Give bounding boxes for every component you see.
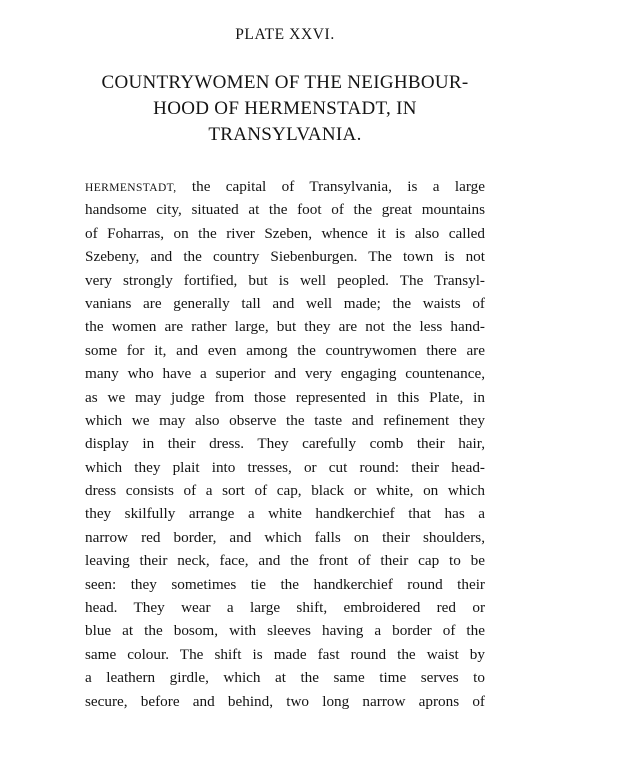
- first-word-small-caps: HERMENSTADT,: [85, 182, 177, 194]
- text-line: many who have a superior and very engaging countenance,: [85, 365, 485, 383]
- title-line: COUNTRYWOMEN OF THE NEIGHBOUR-: [101, 72, 469, 93]
- text-line-rest: the capital of Transylvania, is a large: [176, 178, 485, 195]
- text-line: some for it, and even among the countrywomen there are: [85, 341, 485, 359]
- text-line: vanians are generally tall and well made; the waists of: [85, 294, 485, 312]
- text-line: secure, before and behind, two long narrow aprons of: [85, 692, 485, 710]
- text-line: Szebeny, and the country Siebenburgen. The town is not: [85, 248, 485, 266]
- text-line: very strongly fortified, but is well peopled. The Transyl-: [85, 271, 485, 289]
- text-line: which they plait into tresses, or cut round: their head-: [85, 458, 485, 476]
- text-line: handsome city, situated at the foot of the great mountains: [85, 201, 485, 219]
- text-line: as we may judge from those represented in this Plate, in: [85, 388, 485, 406]
- text-line: same colour. The shift is made fast round the waist by: [85, 645, 485, 663]
- text-line: which we may also observe the taste and refinement they: [85, 411, 485, 429]
- text-line: [85, 175, 485, 198]
- title-line: TRANSYLVANIA.: [208, 124, 362, 145]
- text-line: a leathern girdle, which at the same time serves to: [85, 669, 485, 687]
- text-line: display in their dress. They carefully comb their hair,: [85, 435, 485, 453]
- plate-label: PLATE XXVI.: [235, 26, 335, 43]
- chapter-title: [0, 70, 570, 148]
- text-line: they skilfully arrange a white handkerchief that has a: [85, 505, 485, 523]
- text-line: seen: they sometimes tie the handkerchief round their: [85, 575, 485, 593]
- text-line: of Foharras, on the river Szeben, whence it is also called: [85, 224, 485, 242]
- text-line: head. They wear a large shift, embroidered red or: [85, 599, 485, 617]
- title-line: HOOD OF HERMENSTADT, IN: [153, 98, 417, 119]
- text-line: leaving their neck, face, and the front of their cap to be: [85, 552, 485, 570]
- text-line: narrow red border, and which falls on their shoulders,: [85, 528, 485, 546]
- text-line: the women are rather large, but they are not the less hand-: [85, 318, 485, 336]
- text-line: dress consists of a sort of cap, black or white, on which: [85, 482, 485, 500]
- body-text: [85, 175, 485, 713]
- text-line: blue at the bosom, with sleeves having a border of the: [85, 622, 485, 640]
